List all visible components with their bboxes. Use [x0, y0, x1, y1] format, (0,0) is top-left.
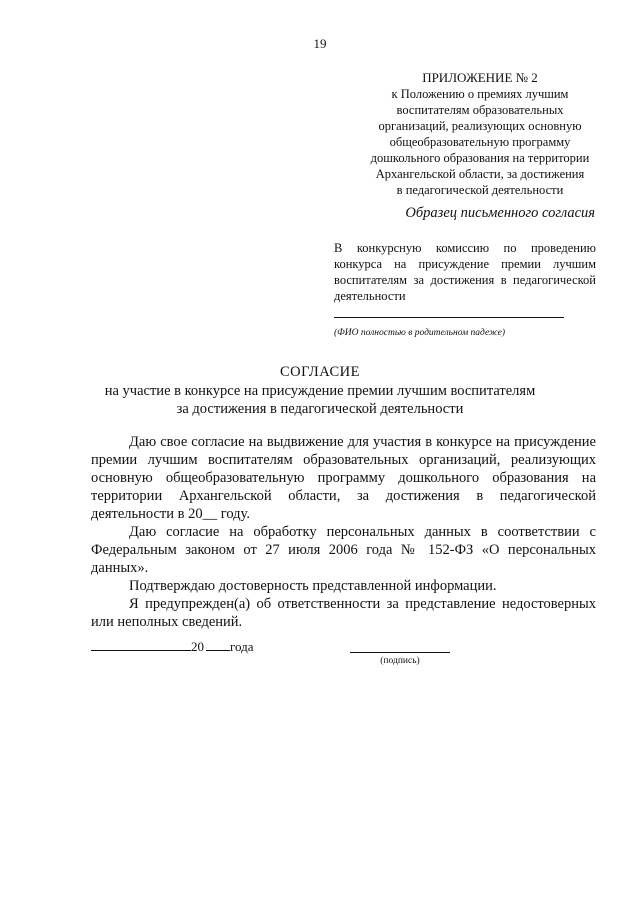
appendix-line: организаций, реализующих основную — [378, 119, 582, 133]
appendix-line: в педагогической деятельности — [396, 183, 564, 197]
consent-body — [91, 433, 596, 631]
date-year-blank — [206, 638, 230, 651]
signature-caption: (подпись) — [380, 656, 420, 666]
consent-paragraph: Даю свое согласие на выдвижение для участия в конкурсе на присуждение премии лучшим воспитателям образовательных организаций, реализующих основную общеобразовательную программу дошкольного образования на территории Архангельской области, за достижения в педагогической деятельности в 20__ году. — [91, 434, 596, 522]
consent-paragraph: Подтверждаю достоверность представленной информации. — [129, 578, 497, 594]
subtitle-line: на участие в конкурсе на присуждение премии лучшим воспитателям — [104, 383, 536, 399]
date-row — [91, 638, 254, 655]
appendix-line: дошкольного образования на территории — [370, 151, 590, 165]
fio-blank-line — [334, 317, 564, 318]
consent-paragraph: Даю согласие на обработку персональных данных в соответствии с Федеральным законом от 27 июля 2006 года № 152-ФЗ «О персональных данных». — [91, 524, 596, 576]
addressee-text: В конкурсную комиссию по проведению конкурса на присуждение премии лучшим воспитателям за достижения в педагогической деятельности — [334, 241, 596, 303]
appendix-line: Архангельской области, за достижения — [375, 167, 585, 181]
appendix-line: к Положению о премиях лучшим — [391, 87, 569, 101]
appendix-title: ПРИЛОЖЕНИЕ № 2 — [422, 70, 538, 85]
appendix-line: воспитателям образовательных — [396, 103, 564, 117]
date-year-prefix: 20 — [191, 639, 204, 654]
fio-caption: (ФИО полностью в родительном падеже) — [334, 328, 506, 338]
document-title: СОГЛАСИЕ — [279, 364, 361, 380]
appendix-block — [350, 70, 610, 198]
subtitle-line: за достижения в педагогической деятельности — [176, 401, 464, 417]
sample-caption: Образец письменного согласия — [405, 205, 595, 221]
document-subtitle — [100, 382, 540, 418]
consent-paragraph: Я предупрежден(а) об ответственности за представление недостоверных или неполных сведений. — [91, 596, 596, 630]
signature-line — [350, 652, 450, 653]
page-number: 19 — [313, 36, 327, 51]
date-day-month-blank — [91, 638, 191, 651]
appendix-line: общеобразовательную программу — [389, 135, 571, 149]
date-suffix: года — [230, 639, 254, 654]
